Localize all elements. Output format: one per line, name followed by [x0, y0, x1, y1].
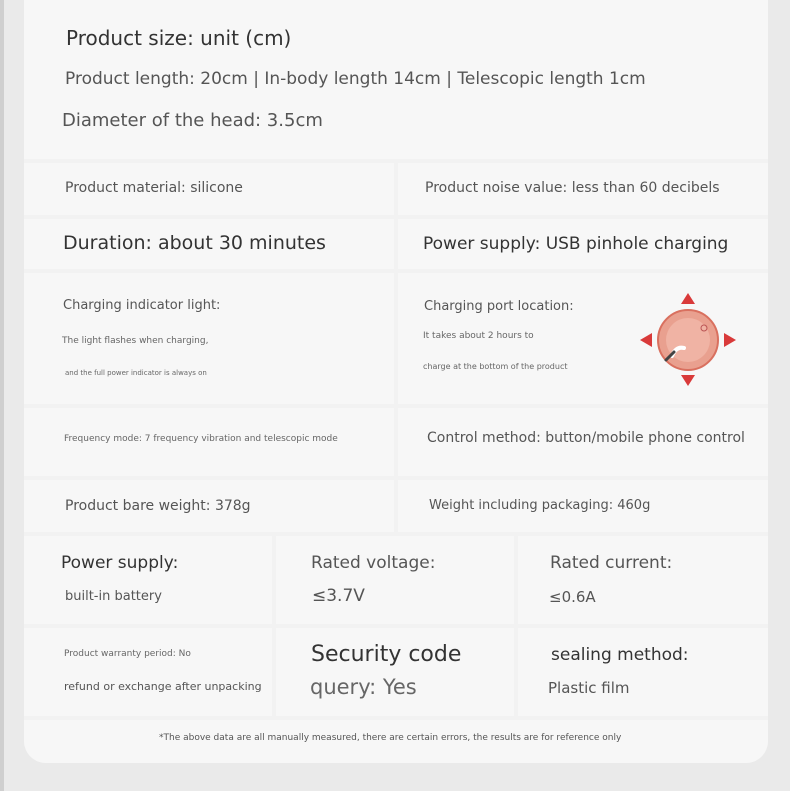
current-value: ≤0.6A: [549, 588, 596, 606]
power-supply-cell: [24, 536, 272, 624]
security-line2: query: Yes: [310, 675, 417, 699]
security-line1: Security code: [311, 642, 462, 667]
noise-text: Product noise value: less than 60 decibels: [425, 180, 720, 196]
charging-port-diagram-icon: [638, 288, 738, 388]
material-text: Product material: silicone: [65, 180, 243, 196]
noise-cell: [398, 163, 768, 215]
current-cell: [518, 536, 768, 624]
voltage-cell: [276, 536, 514, 624]
control-cell: [398, 408, 768, 476]
port-title: Charging port location:: [424, 299, 574, 314]
package-weight-cell: [398, 480, 768, 532]
frequency-cell: [24, 408, 394, 476]
port-line1: It takes about 2 hours to: [423, 331, 534, 341]
duration-cell: [24, 219, 394, 269]
sealing-value: Plastic film: [548, 679, 630, 697]
diameter-line: Diameter of the head: 3.5cm: [62, 110, 323, 131]
bare-weight-cell: [24, 480, 394, 532]
sealing-label: sealing method:: [551, 645, 689, 665]
bare-weight-text: Product bare weight: 378g: [65, 498, 251, 514]
frequency-text: Frequency mode: 7 frequency vibration and telescopic mode: [64, 434, 338, 444]
indicator-line2: and the full power indicator is always on: [65, 369, 207, 377]
size-title: Product size: unit (cm): [66, 26, 292, 50]
material-cell: [24, 163, 394, 215]
security-cell: [276, 628, 514, 716]
voltage-label: Rated voltage:: [311, 553, 436, 573]
indicator-title: Charging indicator light:: [63, 298, 221, 313]
warranty-line1: Product warranty period: No: [64, 649, 191, 659]
indicator-line1: The light flashes when charging,: [62, 336, 209, 346]
length-line: Product length: 20cm | In-body length 14cm | Telescopic length 1cm: [65, 69, 646, 89]
spec-card: [24, 0, 768, 763]
power-supply-value: built-in battery: [65, 589, 162, 604]
current-label: Rated current:: [550, 553, 673, 573]
package-weight-text: Weight including packaging: 460g: [429, 498, 651, 513]
power-cell: [398, 219, 768, 269]
footer-note-cell: [24, 720, 768, 763]
control-text: Control method: button/mobile phone control: [427, 430, 745, 446]
power-text: Power supply: USB pinhole charging: [423, 234, 729, 254]
port-cell: [398, 273, 768, 404]
size-section: [24, 0, 768, 159]
warranty-line2: refund or exchange after unpacking: [64, 680, 262, 693]
indicator-cell: [24, 273, 394, 404]
left-edge: [0, 0, 4, 791]
warranty-cell: [24, 628, 272, 716]
power-supply-label: Power supply:: [61, 553, 179, 573]
port-line2: charge at the bottom of the product: [423, 362, 568, 371]
duration-text: Duration: about 30 minutes: [63, 232, 326, 254]
voltage-value: ≤3.7V: [312, 586, 365, 606]
footer-note: *The above data are all manually measured, there are certain errors, the results are for reference only: [159, 733, 622, 743]
sealing-cell: [518, 628, 768, 716]
